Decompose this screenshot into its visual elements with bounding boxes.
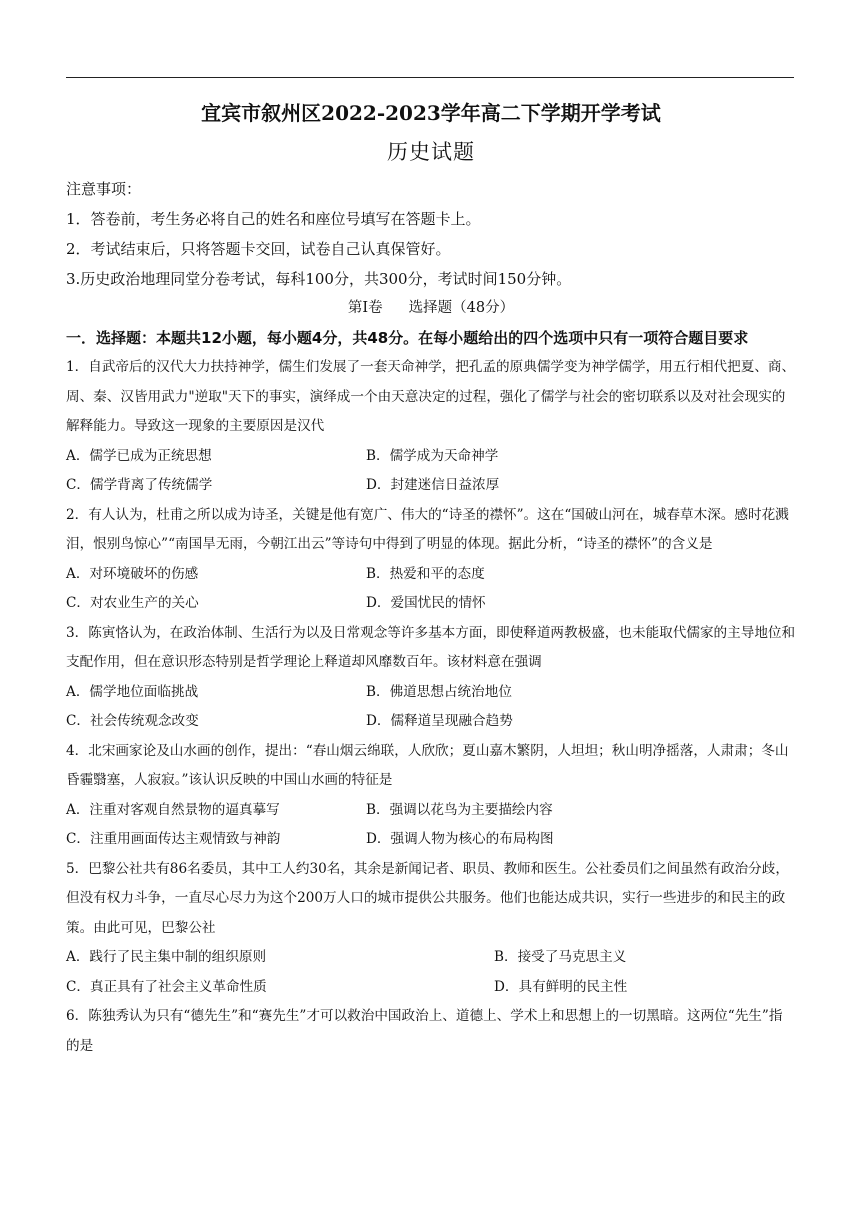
question-5 [66,855,796,1003]
option-row [66,707,796,737]
question-1 [66,353,796,501]
option-c: C．儒学背离了传统儒学 [66,477,213,493]
question-6 [66,1002,796,1061]
question-stem: 3．陈寅恪认为，在政治体制、生活行为以及日常观念等许多基本方面，即使释道两教极盛，也未能取代儒家的主导地位和支配作用，但在意识形态特别是哲学理论上释道却风靡数百年。该材料意在强调 [66,624,796,670]
option-a: A．践行了民主集中制的组织原则 [66,949,267,965]
option-a: A．注重对客观自然景物的逼真摹写 [66,801,280,818]
option-b: B．儒学成为天命神学 [366,447,499,464]
option-row [66,796,796,826]
note-item: 2．考试结束后，只将答题卡交回，试卷自己认真保管好。 [66,240,451,258]
option-row [66,678,796,708]
option-row [66,943,796,973]
option-c: C．对农业生产的关心 [66,595,199,611]
exam-subtitle: 历史试题 [387,140,475,164]
option-a: A．儒学已成为正统思想 [66,447,212,464]
option-b: B．热爱和平的态度 [366,565,485,582]
instructions: 一．选择题：本题共12小题，每小题4分，共48分。在每小题给出的四个选项中只有一项符合题目要求 [66,329,749,347]
option-d: D．儒释道呈现融合趋势 [366,713,513,729]
question-2 [66,501,796,619]
section-volume: 第I卷 [347,300,383,316]
option-a: A．对环境破坏的伤感 [66,565,199,582]
question-stem: 1．自武帝后的汉代大力扶持神学，儒生们发展了一套天命神学，把孔孟的原典儒学变为神学儒学，用五行相代把夏、商、周、秦、汉皆用武力"逆取"天下的事实，演绎成一个由天意决定的过程，强化了儒学与社会的密切联系以及对社会现实的解释能力。导致这一现象的主要原因是汉代 [66,359,796,434]
question-stem: 2．有人认为，杜甫之所以成为诗圣，关键是他有宽广、伟大的“诗圣的襟怀”。这在“国破山河在，城春草木深。感时花溅泪，恨别鸟惊心”“南国旱无雨，今朝江出云”等诗句中得到了明显的体现。据此分析，“诗圣的襟怀”的含义是 [66,506,789,552]
note-item: 1．答卷前，考生务必将自己的姓名和座位号填写在答题卡上。 [66,210,481,228]
notes-heading: 注意事项： [66,180,142,198]
option-d: D．封建迷信日益浓厚 [366,477,500,493]
option-c: C．社会传统观念改变 [66,713,199,729]
question-4 [66,737,796,855]
option-row [66,442,796,472]
option-row [66,825,796,855]
option-d: D．强调人物为核心的布局构图 [366,831,554,847]
question-stem: 4．北宋画家论及山水画的创作，提出：“春山烟云绵联，人欣欣；夏山嘉木繁阴，人坦坦；秋山明净摇落，人肃肃；冬山昏霾翳塞，人寂寂。”该认识反映的中国山水画的特征是 [66,742,789,788]
option-row [66,589,796,619]
question-stem: 6．陈独秀认为只有“德先生”和“赛先生”才可以救治中国政治上、道德上、学术上和思想上的一切黑暗。这两位“先生”指的是 [66,1008,783,1054]
option-d: D．爱国忧民的情怀 [366,595,486,611]
option-c: C．注重用画面传达主观情致与神韵 [66,831,281,847]
question-stem: 5．巴黎公社共有86名委员，其中工人约30名，其余是新闻记者、职员、教师和医生。公社委员们之间虽然有政治分歧，但没有权力斗争，一直尽心尽力为这个200万人口的城市提供公共服务。他们也能达成共识，实行一些进步的和民主的政策。由此可见，巴黎公社 [66,860,789,936]
exam-title: 宜宾市叙州区2022-2023学年高二下学期开学考试 [201,101,661,125]
option-row [66,471,796,501]
option-b: B．强调以花鸟为主要描绘内容 [366,801,553,818]
option-d: D．具有鲜明的民主性 [494,978,628,995]
header-rule [66,77,794,78]
option-a: A．儒学地位面临挑战 [66,683,199,700]
option-b: B．佛道思想占统治地位 [366,683,512,700]
question-3 [66,619,796,737]
section-heading [66,294,796,322]
note-item: 3.历史政治地理同堂分卷考试，每科100分，共300分，考试时间150分钟。 [66,270,572,288]
notes-block [66,174,796,294]
option-row [66,560,796,590]
option-b: B．接受了马克思主义 [494,949,627,965]
exam-page [66,96,796,1061]
option-c: C．真正具有了社会主义革命性质 [66,978,267,995]
option-row [66,973,796,1003]
section-name: 选择题（48分） [408,300,515,316]
